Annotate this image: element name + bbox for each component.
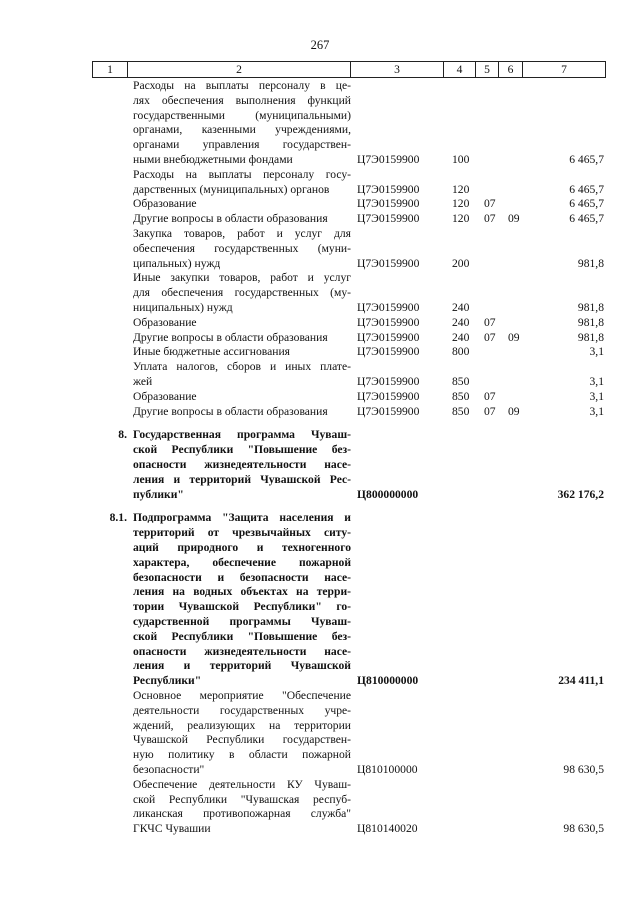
row-sum: 6 465,7 <box>569 197 604 211</box>
table-row <box>0 689 640 778</box>
row-name-line: ской Республики "Повышение без- <box>133 443 351 457</box>
header-col-3: 3 <box>350 62 443 77</box>
row-section: 07 <box>484 212 496 226</box>
row-name-line: опасности жизнедеятельности насе- <box>133 644 351 658</box>
row-name-line: жей <box>133 374 153 388</box>
row-name-line: характера, обеспечение пожарной <box>133 555 351 569</box>
row-name-line: органами управления государствен- <box>133 138 351 152</box>
row-code: Ц7Э0159900 <box>357 212 420 226</box>
row-sum: 3,1 <box>589 389 604 403</box>
row-section: 07 <box>484 197 496 211</box>
row-expense-group: 800 <box>452 345 470 359</box>
row-name-line: Другие вопросы в области образования <box>133 330 328 344</box>
table-row <box>0 511 640 689</box>
row-name <box>133 428 351 502</box>
row-sum: 981,8 <box>577 330 604 344</box>
row-sum: 98 630,5 <box>563 763 604 776</box>
row-number: 8.1. <box>109 511 127 525</box>
row-name-line: Подпрограмма "Защита населения и <box>133 511 351 525</box>
row-name-line: сударственной программы Чуваш- <box>133 614 351 628</box>
row-name-line: государственными (муниципальными) <box>133 108 351 122</box>
row-name-line: деятельности государственных учре- <box>133 703 351 717</box>
table-row <box>0 331 640 346</box>
row-expense-group: 120 <box>452 182 470 196</box>
row-expense-group: 850 <box>452 374 470 388</box>
row-section: 07 <box>484 389 496 403</box>
row-name-line: лях обеспечения выполнения функций <box>133 93 351 107</box>
row-sum: 981,8 <box>577 315 604 329</box>
table-row <box>0 212 640 227</box>
row-name-line: для обеспечения государственных (му- <box>133 286 351 300</box>
row-name-line: ления и территорий Чувашской Рес- <box>133 472 351 486</box>
row-subsection: 09 <box>508 212 520 226</box>
row-code: Ц7Э0159900 <box>357 153 420 166</box>
header-col-1: 1 <box>92 62 127 77</box>
row-code: Ц7Э0159900 <box>357 182 420 196</box>
row-name-line: ления и территорий Чувашской <box>133 659 351 673</box>
row-name <box>133 271 351 315</box>
header-col-2: 2 <box>127 62 350 77</box>
row-name-line: Чувашской Республики государствен- <box>133 733 351 747</box>
header-col-6: 6 <box>498 62 522 77</box>
row-name-line: Другие вопросы в области образования <box>133 212 328 226</box>
table-row <box>0 405 640 420</box>
row-name <box>133 778 351 837</box>
table-row <box>0 778 640 837</box>
row-name-line: Образование <box>133 197 197 211</box>
table-row <box>0 227 640 271</box>
row-name-line: Другие вопросы в области образования <box>133 404 328 418</box>
row-name <box>133 345 351 360</box>
row-expense-group: 240 <box>452 330 470 344</box>
header-col-4: 4 <box>443 62 475 77</box>
row-expense-group: 240 <box>452 315 470 329</box>
row-name-line: Государственная программа Чуваш- <box>133 428 351 442</box>
table-row <box>0 316 640 331</box>
row-name-line: ликанская противопожарная служба" <box>133 807 351 821</box>
row-sum: 3,1 <box>589 345 604 359</box>
row-name-line: ГКЧС Чувашии <box>133 822 211 836</box>
row-sum: 234 411,1 <box>558 674 604 688</box>
table-row <box>0 390 640 405</box>
row-expense-group: 850 <box>452 404 470 418</box>
row-code: Ц7Э0159900 <box>357 197 420 211</box>
row-name-line: Республики" <box>133 674 202 688</box>
row-sum: 98 630,5 <box>563 822 604 836</box>
row-expense-group: 850 <box>452 389 470 403</box>
row-name-line: Образование <box>133 389 197 403</box>
row-name <box>133 197 351 212</box>
row-sum: 3,1 <box>589 404 604 418</box>
row-code: Ц7Э0159900 <box>357 300 420 314</box>
row-code: Ц7Э0159900 <box>357 404 420 418</box>
table-row <box>0 168 640 198</box>
row-name-line: Расходы на выплаты персоналу госу- <box>133 167 351 181</box>
row-code: Ц7Э0159900 <box>357 389 420 403</box>
row-code: Ц7Э0159900 <box>357 315 420 329</box>
row-name-line: Закупка товаров, работ и услуг для <box>133 227 351 240</box>
row-code: Ц810000000 <box>357 674 419 688</box>
row-name <box>133 511 351 689</box>
row-subsection: 09 <box>508 404 520 418</box>
row-name-line: безопасности и безопасности насе- <box>133 570 351 584</box>
row-name-line: ской Республики "Повышение без- <box>133 629 351 643</box>
row-expense-group: 100 <box>452 153 470 166</box>
row-name <box>133 405 351 420</box>
row-name <box>133 227 351 271</box>
row-name <box>133 390 351 405</box>
row-name-line: тории Чувашской Республики" го- <box>133 600 351 614</box>
row-subsection: 09 <box>508 330 520 344</box>
row-code: Ц7Э0159900 <box>357 330 420 344</box>
header-col-7: 7 <box>522 62 606 77</box>
row-name-line: аций природного и техногенного <box>133 540 351 554</box>
row-code: Ц7Э0159900 <box>357 256 420 270</box>
row-name-line: дарственных (муниципальных) органов <box>133 182 330 196</box>
row-name-line: ской Республики "Чувашская респуб- <box>133 792 351 806</box>
row-name-line: Образование <box>133 315 197 329</box>
row-sum: 6 465,7 <box>569 212 604 226</box>
row-name-line: публики" <box>133 487 184 501</box>
row-name <box>133 212 351 227</box>
row-name-line: Расходы на выплаты персоналу в це- <box>133 79 351 92</box>
row-name-line: Иные закупки товаров, работ и услуг <box>133 271 351 285</box>
row-section: 07 <box>484 315 496 329</box>
row-name-line: опасности жизнедеятельности насе- <box>133 457 351 471</box>
row-name <box>133 331 351 346</box>
row-name-line: ными внебюджетными фондами <box>133 152 293 166</box>
row-expense-group: 240 <box>452 300 470 314</box>
table-row <box>0 271 640 315</box>
row-name-line: ления на водных объектах на терри- <box>133 585 351 599</box>
row-name-line: органами, казенными учреждениями, <box>133 123 351 137</box>
row-name-line: ниципальных) нужд <box>133 300 233 314</box>
table-header-row <box>92 61 606 78</box>
row-expense-group: 120 <box>452 197 470 211</box>
row-name-line: территорий от чрезвычайных ситу- <box>133 526 351 540</box>
row-code: Ц800000000 <box>357 487 419 501</box>
row-name <box>133 168 351 198</box>
row-number: 8. <box>118 428 127 442</box>
table-row <box>0 428 640 502</box>
row-code: Ц7Э0159900 <box>357 345 420 359</box>
header-col-5: 5 <box>475 62 498 77</box>
row-sum: 3,1 <box>589 374 604 388</box>
row-name <box>133 360 351 390</box>
row-section: 07 <box>484 330 496 344</box>
row-name-line: Основное мероприятие "Обеспечение <box>133 689 351 702</box>
row-expense-group: 120 <box>452 212 470 226</box>
row-sum: 6 465,7 <box>569 182 604 196</box>
row-sum: 981,8 <box>577 256 604 270</box>
row-name <box>133 689 351 778</box>
row-sum: 6 465,7 <box>569 153 604 166</box>
table-row <box>0 360 640 390</box>
row-sum: 981,8 <box>577 300 604 314</box>
table-row <box>0 197 640 212</box>
page-number: 267 <box>310 38 330 52</box>
row-name-line: ную политику в области пожарной <box>133 748 351 762</box>
row-code: Ц7Э0159900 <box>357 374 420 388</box>
row-name-line: Уплата налогов, сборов и иных плате- <box>133 360 351 374</box>
row-name-line: ждений, реализующих на территории <box>133 718 351 732</box>
row-sum: 362 176,2 <box>557 487 604 501</box>
row-name-line: Иные бюджетные ассигнования <box>133 345 290 359</box>
row-name-line: безопасности" <box>133 762 205 776</box>
row-name-line: Обеспечение деятельности КУ Чуваш- <box>133 777 351 791</box>
table-row <box>0 79 640 168</box>
row-name-line: обеспечения государственных (муни- <box>133 241 351 255</box>
row-section: 07 <box>484 404 496 418</box>
row-name-line: ципальных) нужд <box>133 256 221 270</box>
row-name <box>133 79 351 168</box>
row-code: Ц810140020 <box>357 822 418 836</box>
row-name <box>133 316 351 331</box>
row-code: Ц810100000 <box>357 763 418 776</box>
row-expense-group: 200 <box>452 256 470 270</box>
table-row <box>0 345 640 360</box>
